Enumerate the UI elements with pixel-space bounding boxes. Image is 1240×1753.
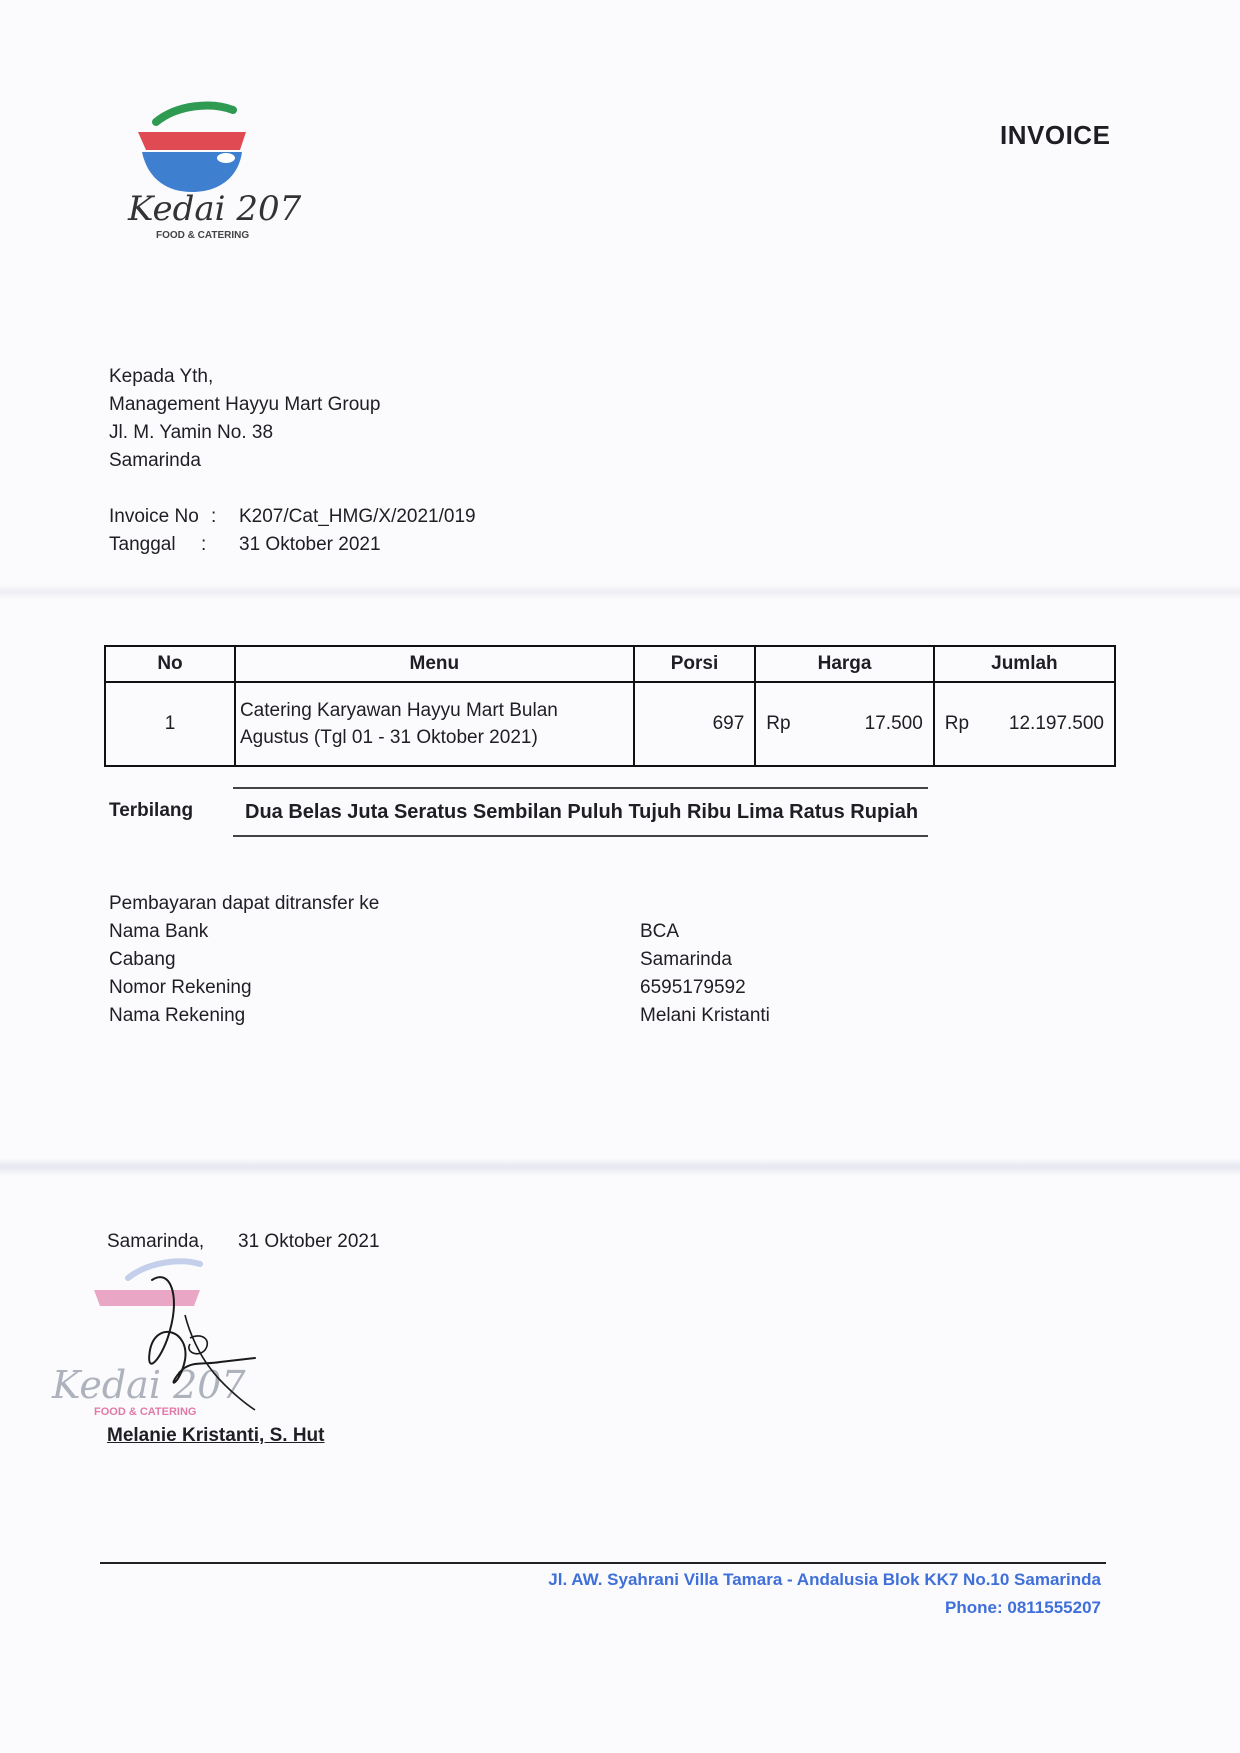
currency-label: Rp — [766, 713, 791, 734]
company-stamp-with-signature — [40, 1240, 280, 1430]
recipient-block — [109, 366, 380, 478]
invoice-no-label: Invoice No — [109, 506, 199, 527]
table-row — [105, 682, 1115, 766]
items-table — [104, 645, 1116, 767]
footer-divider — [100, 1562, 1106, 1564]
footer-address: Jl. AW. Syahrani Villa Tamara - Andalusia Blok KK7 No.10 Samarinda — [548, 1570, 1101, 1589]
cell-no: 1 — [105, 682, 235, 766]
menu-line: Agustus (Tgl 01 - 31 Oktober 2021) — [239, 727, 538, 748]
header-jumlah: Jumlah — [934, 646, 1115, 682]
svg-text:FOOD & CATERING: FOOD & CATERING — [156, 230, 250, 241]
bank-value: BCA — [640, 921, 680, 942]
header-no: No — [105, 646, 235, 682]
header-menu: Menu — [235, 646, 634, 682]
harga-value: 17.500 — [864, 713, 923, 734]
branch-value: Samarinda — [640, 949, 732, 970]
svg-text:FOOD & CATERING: FOOD & CATERING — [94, 1406, 197, 1418]
date-value: 31 Oktober 2021 — [239, 534, 381, 555]
header-porsi: Porsi — [634, 646, 756, 682]
paper-fold — [0, 1158, 1240, 1176]
account-no-label: Nomor Rekening — [109, 977, 252, 998]
svg-text:Kedai 207: Kedai 207 — [128, 189, 302, 229]
cell-jumlah — [934, 682, 1115, 766]
paper-fold — [0, 585, 1240, 599]
cell-harga — [755, 682, 933, 766]
recipient-greeting: Kepada Yth, — [109, 366, 214, 387]
invoice-title: INVOICE — [1000, 120, 1111, 150]
signer-name: Melanie Kristanti, S. Hut — [107, 1425, 325, 1446]
date-label: Tanggal — [109, 534, 176, 555]
cell-menu — [235, 682, 634, 766]
menu-line: Catering Karyawan Hayyu Mart Bulan — [239, 700, 558, 721]
svg-text:Kedai 207: Kedai 207 — [52, 1363, 246, 1407]
table-header-row — [105, 646, 1115, 682]
recipient-street: Jl. M. Yamin No. 38 — [109, 422, 274, 443]
account-name-label: Nama Rekening — [109, 1005, 246, 1026]
header-harga: Harga — [755, 646, 933, 682]
payment-intro: Pembayaran dapat ditransfer ke — [109, 893, 380, 914]
branch-label: Cabang — [109, 949, 176, 970]
signature-date: 31 Oktober 2021 — [238, 1231, 380, 1252]
terbilang-label: Terbilang — [109, 800, 194, 821]
date-sep: : — [201, 534, 207, 555]
cell-porsi: 697 — [634, 682, 756, 766]
recipient-company: Management Hayyu Mart Group — [109, 394, 381, 415]
invoice-no-sep: : — [211, 506, 217, 527]
recipient-city: Samarinda — [109, 450, 201, 471]
invoice-no-value: K207/Cat_HMG/X/2021/019 — [239, 506, 476, 527]
jumlah-value: 12.197.500 — [1008, 713, 1104, 734]
footer-phone: Phone: 0811555207 — [945, 1598, 1101, 1617]
currency-label: Rp — [944, 713, 970, 734]
account-no-value: 6595179592 — [640, 977, 746, 998]
bank-label: Nama Bank — [109, 921, 209, 942]
account-name-value: Melani Kristanti — [640, 1005, 770, 1026]
signature-place: Samarinda, — [107, 1231, 205, 1252]
kedai-207-logo — [108, 100, 308, 260]
terbilang-value: Dua Belas Juta Seratus Sembilan Puluh Tujuh Ribu Lima Ratus Rupiah — [233, 787, 928, 837]
